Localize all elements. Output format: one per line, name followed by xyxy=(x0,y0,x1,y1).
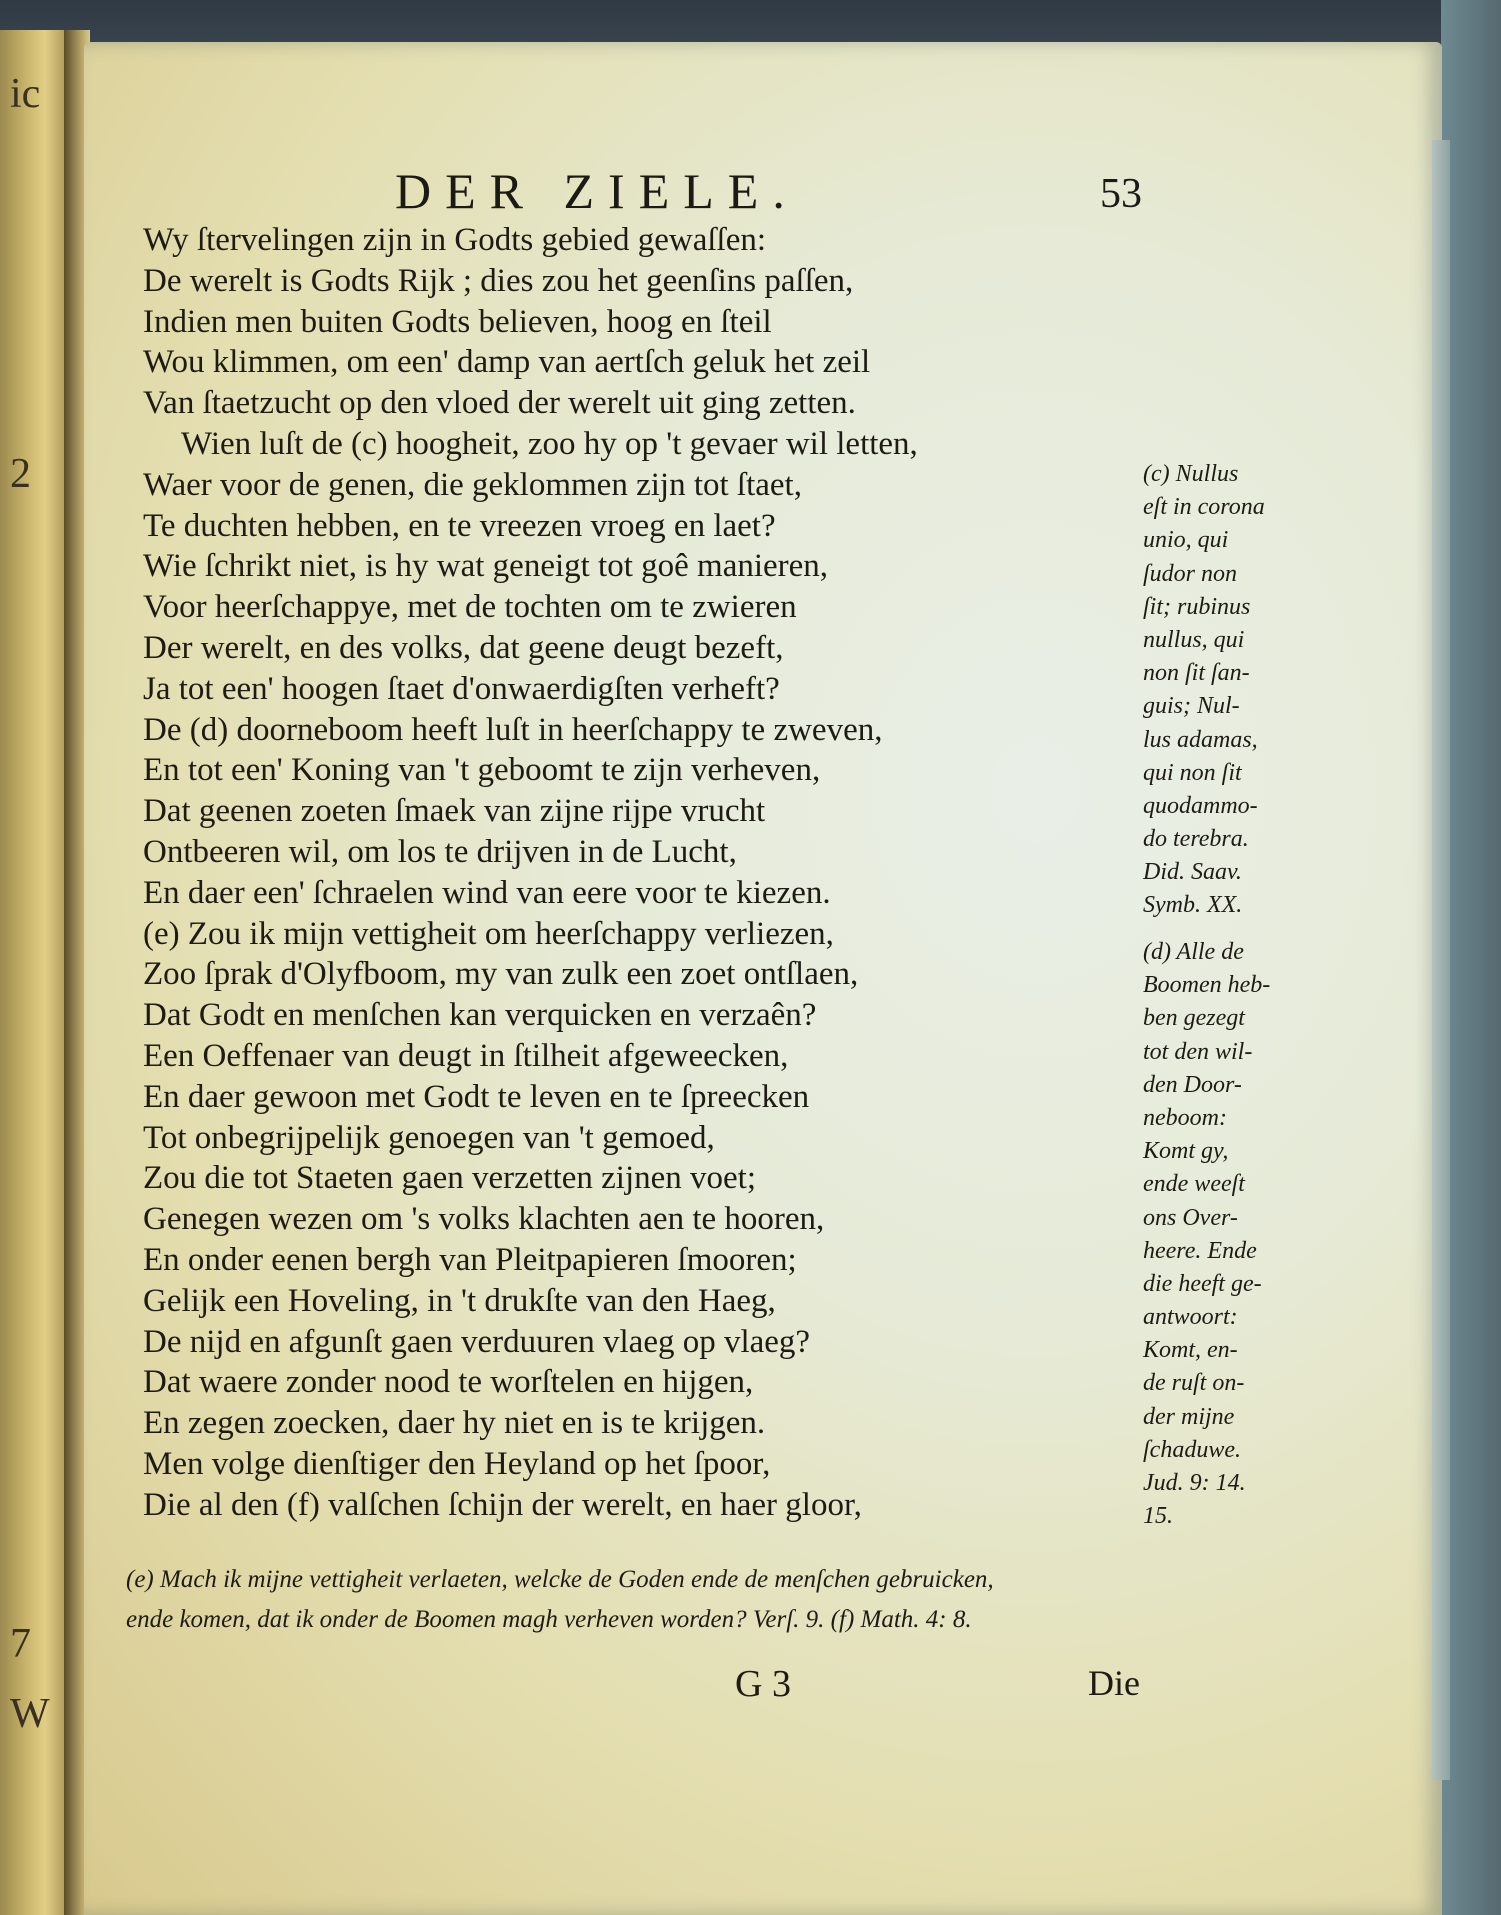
verse-line: En daer gewoon met Godt te leven en te ſpreecken xyxy=(143,1078,810,1115)
marginal-note-line: die heeft ge- xyxy=(1143,1270,1262,1297)
marginal-note-line: Boomen heb- xyxy=(1143,972,1271,999)
catchword: Die xyxy=(1088,1663,1140,1703)
verse-line: Ontbeeren wil, om los te drijven in de Lucht, xyxy=(143,833,737,870)
marginal-note-line: do terebra. xyxy=(1143,826,1249,853)
marginal-note-line: Komt gy, xyxy=(1143,1138,1229,1165)
page-number: 53 xyxy=(1100,171,1142,217)
marginal-note-line: neboom: xyxy=(1143,1104,1227,1131)
verse-line: Indien men buiten Godts believen, hoog en ſteil xyxy=(143,303,772,340)
verse-line: Waer voor de genen, die geklommen zijn tot ſtaet, xyxy=(143,466,802,503)
left-page-fragment: 7 xyxy=(10,1621,31,1667)
marginal-note-line: 15. xyxy=(1143,1503,1173,1530)
marginal-note-line: quodammo- xyxy=(1143,792,1258,819)
marginal-note-line: unio, qui xyxy=(1143,527,1229,554)
marginal-note-line: eſt in corona xyxy=(1143,494,1265,521)
verse-line: Der werelt, en des volks, dat geene deugt bezeft, xyxy=(143,629,784,666)
marginal-note-line: nullus, qui xyxy=(1143,626,1245,653)
verse-line: Van ſtaetzucht op den vloed der werelt uit ging zetten. xyxy=(143,385,856,422)
backdrop-right xyxy=(1441,0,1501,1915)
verse-line: Te duchten hebben, en te vreezen vroeg en laet? xyxy=(143,507,776,544)
verse-line: Dat Godt en menſchen kan verquicken en verzaên? xyxy=(143,997,817,1034)
marginal-note-line: tot den wil- xyxy=(1143,1038,1253,1065)
verse-line: (e) Zou ik mijn vettigheit om heerſchappy verliezen, xyxy=(143,915,834,952)
verse-line: Tot onbegrijpelijk genoegen van 't gemoed, xyxy=(143,1119,715,1156)
footnote-line: (e) Mach ik mijne vettigheit verlaeten, welcke de Goden ende de menſchen gebruicken, xyxy=(126,1566,994,1593)
verse-line: Wie ſchrikt niet, is hy wat geneigt tot goê manieren, xyxy=(143,548,829,585)
verse-line: Dat geenen zoeten ſmaek van zijne rijpe vrucht xyxy=(143,793,766,830)
verse-line: En tot een' Koning van 't geboomt te zijn verheven, xyxy=(143,752,821,789)
verse-line: Wou klimmen, om een' damp van aertſch geluk het zeil xyxy=(143,344,871,381)
left-page-fragment: W xyxy=(10,1691,50,1737)
marginal-note-line: heere. Ende xyxy=(1143,1237,1257,1264)
verse-line: De nijd en afgunſt gaen verduuren vlaeg op vlaeg? xyxy=(143,1323,811,1360)
left-page-edge xyxy=(0,30,67,1915)
marginal-note-line: lus adamas, xyxy=(1143,726,1258,753)
marginal-note-d xyxy=(1143,936,1293,1533)
verse-line: Wy ſtervelingen zijn in Godts gebied gewaſſen: xyxy=(143,222,767,258)
marginal-note-line: Komt, en- xyxy=(1143,1337,1238,1364)
marginal-note-line: den Door- xyxy=(1143,1071,1242,1098)
page-edge xyxy=(1432,140,1450,1780)
marginal-note-line: (d) Alle de xyxy=(1143,939,1244,965)
verse-line: De werelt is Godts Rijk ; dies zou het geenſins paſſen, xyxy=(143,262,854,299)
marginal-note-line: qui non ſit xyxy=(1143,759,1242,786)
verse-line: En zegen zoecken, daer hy niet en is te krijgen. xyxy=(143,1405,766,1442)
verse-line: Genegen wezen om 's volks klachten aen te hooren, xyxy=(143,1201,825,1238)
verse-line: En onder eenen bergh van Pleitpapieren ſmooren; xyxy=(143,1241,797,1278)
marginal-note-line: ons Over- xyxy=(1143,1204,1238,1231)
verse-line: De (d) doorneboom heeft luſt in heerſchappy te zweven, xyxy=(143,711,883,748)
verse-line: Die al den (f) valſchen ſchijn der werelt, en haer gloor, xyxy=(143,1486,862,1523)
marginal-note-line: guis; Nul- xyxy=(1143,693,1240,720)
marginal-note-line: non ſit ſan- xyxy=(1143,660,1250,687)
verse-line: Voor heerſchappye, met de tochten om te zwieren xyxy=(143,589,797,626)
verse-line: En daer een' ſchraelen wind van eere voor te kiezen. xyxy=(143,874,831,911)
marginal-note-line: Jud. 9: 14. xyxy=(1143,1470,1246,1496)
marginal-note-line: Symb. XX. xyxy=(1143,892,1243,919)
marginal-note-line: (c) Nullus xyxy=(1143,461,1239,487)
marginal-note-line: ſudor non xyxy=(1143,560,1238,587)
marginal-note-line: Did. Saav. xyxy=(1143,859,1242,886)
marginal-note-line: ſchaduwe. xyxy=(1143,1436,1241,1463)
verse-line: Gelijk een Hoveling, in 't drukſte van den Haeg, xyxy=(143,1282,776,1319)
verse-line: Men volge dienſtiger den Heyland op het ſpoor, xyxy=(143,1445,771,1482)
marginal-note-line: der mijne xyxy=(1143,1403,1235,1430)
running-title: DER ZIELE. xyxy=(395,163,799,219)
marginal-note-line: antwoort: xyxy=(1143,1304,1238,1331)
verse-line: Dat waere zonder nood te worſtelen en hijgen, xyxy=(143,1364,754,1401)
verse-line: Een Oeffenaer van deugt in ſtilheit afgeweecken, xyxy=(143,1037,789,1074)
marginal-note-line: de ruſt on- xyxy=(1143,1370,1245,1397)
footnotes xyxy=(126,1560,1286,1640)
left-page-fragment: ic xyxy=(10,71,41,117)
verse-line: Wien luſt de (c) hoogheit, zoo hy op 't gevaer wil letten, xyxy=(181,425,918,462)
marginal-note-c xyxy=(1143,458,1293,923)
verse-line: Ja tot een' hoogen ſtaet d'onwaerdigſten verheft? xyxy=(143,670,780,707)
left-page-fragment: 2 xyxy=(10,451,31,497)
marginal-note-line: ſit; rubinus xyxy=(1143,593,1251,620)
marginal-note-line: ende weeſt xyxy=(1143,1171,1245,1198)
signature-mark: G 3 xyxy=(735,1663,791,1705)
footnote-line: ende komen, dat ik onder de Boomen magh verheven worden? Verſ. 9. (f) Math. 4: 8. xyxy=(126,1606,972,1633)
verse-block xyxy=(143,220,1083,1526)
verse-line: Zou die tot Staeten gaen verzetten zijnen voet; xyxy=(143,1160,757,1197)
marginal-note-line: ben gezegt xyxy=(1143,1005,1245,1032)
verse-line: Zoo ſprak d'Olyfboom, my van zulk een zoet ontſlaen, xyxy=(143,956,859,993)
